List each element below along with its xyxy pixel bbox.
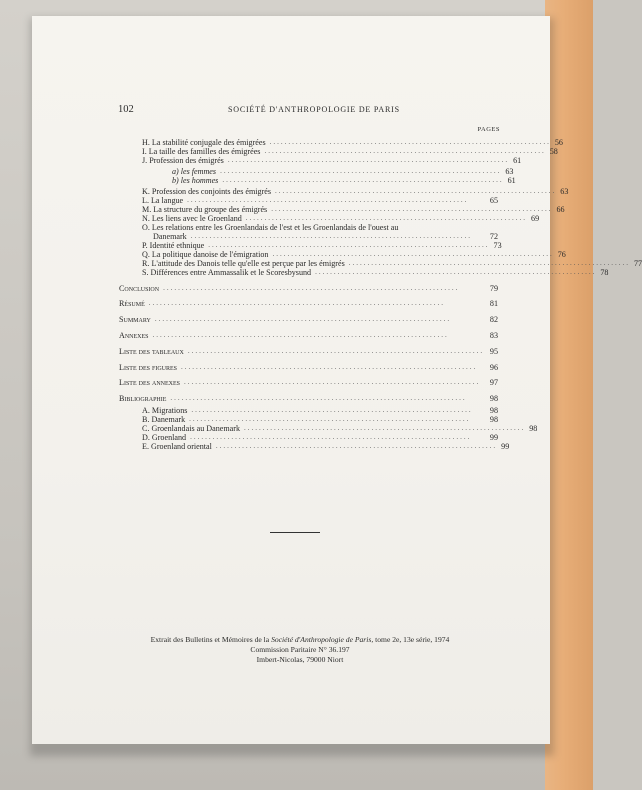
toc-entry-label: O. Les relations entre les Groenlandais de l'est et les Groenlandais de l'ouest au bbox=[142, 223, 399, 232]
toc-entry bbox=[142, 250, 566, 259]
toc-section bbox=[119, 299, 498, 308]
leader-dots: ........................................................................... bbox=[222, 176, 504, 184]
pages-column-label: PAGES bbox=[477, 126, 500, 133]
toc-section bbox=[119, 347, 498, 356]
footer-line-2: Commission Paritaire N° 36.197 bbox=[250, 645, 350, 654]
toc-section-label: Annexes bbox=[119, 331, 149, 340]
toc-entry-page: 65 bbox=[489, 196, 498, 205]
toc-entry bbox=[142, 138, 563, 147]
toc-section bbox=[119, 284, 498, 293]
footer-text: tome 2e, 13e série, 1974 bbox=[375, 635, 450, 644]
toc-section-page: 96 bbox=[489, 363, 498, 372]
toc-entry-page: 63 bbox=[560, 187, 569, 196]
leader-dots: ........................................................................... bbox=[271, 205, 553, 213]
toc-entry-label: M. La structure du groupe des émigrés bbox=[142, 205, 268, 214]
toc-entry bbox=[142, 415, 498, 424]
toc-entry-page: 58 bbox=[549, 147, 558, 156]
toc-entry bbox=[142, 147, 558, 156]
leader-dots: ........................................................................... bbox=[245, 214, 528, 222]
toc-section-page: 95 bbox=[489, 347, 498, 356]
toc-section-page: 82 bbox=[489, 315, 498, 324]
toc-entry-label: J. Profession des émigrés bbox=[142, 156, 224, 165]
footer-text: Extrait des Bulletins et Mémoires de la bbox=[150, 635, 270, 644]
toc-section-label: Conclusion bbox=[119, 284, 160, 293]
toc-entry bbox=[172, 167, 514, 176]
toc-entry-label: K. Profession des conjoints des émigrés bbox=[142, 187, 272, 196]
toc-entry-label: S. Différences entre Ammassalik et le Scoresbysund bbox=[142, 268, 312, 277]
toc-entry-page: 63 bbox=[505, 167, 514, 176]
toc-section-page: 81 bbox=[489, 299, 498, 308]
toc-entry-label: R. L'attitude des Danois telle qu'elle est perçue par les émigrés bbox=[142, 259, 345, 268]
leader-dots: ........................................................................... bbox=[269, 138, 551, 146]
leader-dots: ........................................................................... bbox=[191, 406, 473, 414]
toc-section-label: Bibliographie bbox=[119, 394, 167, 403]
running-header: SOCIÉTÉ D'ANTHROPOLOGIE DE PARIS bbox=[228, 105, 400, 114]
footer-society-name: Société d'Anthropologie de Paris, bbox=[271, 635, 374, 644]
toc-section bbox=[119, 363, 498, 372]
toc-entry-page: 99 bbox=[501, 442, 510, 451]
toc-entry bbox=[153, 232, 498, 241]
toc-entry-page: 66 bbox=[556, 205, 565, 214]
leader-dots: ........................................................................... bbox=[190, 433, 472, 441]
toc-entry-label: H. La stabilité conjugale des émigrées bbox=[142, 138, 266, 147]
toc-entry-label: E. Groenland oriental bbox=[142, 442, 212, 451]
toc-section bbox=[119, 315, 498, 324]
toc-section-label: Summary bbox=[119, 315, 151, 324]
toc-entry-label: I. La taille des familles des émigrées bbox=[142, 147, 261, 156]
leader-dots: ............................................................................... bbox=[148, 299, 445, 307]
toc-entry bbox=[142, 214, 540, 223]
toc-entry-page: 56 bbox=[554, 138, 563, 147]
toc-entry bbox=[142, 406, 498, 415]
toc-entry-page: 98 bbox=[489, 406, 498, 415]
leader-dots: ........................................................................... bbox=[264, 147, 546, 155]
toc-entry-label: Q. La politique danoise de l'émigration bbox=[142, 250, 269, 259]
leader-dots: ............................................................................... bbox=[154, 315, 452, 323]
toc-entry-page: 78 bbox=[600, 268, 609, 277]
toc-entry-label: A. Migrations bbox=[142, 406, 188, 415]
toc-section-page: 98 bbox=[489, 394, 498, 403]
toc-entry-label: B. Danemark bbox=[142, 415, 186, 424]
leader-dots: ............................................................................... bbox=[181, 363, 478, 371]
toc-entry-label: Danemark bbox=[153, 232, 187, 241]
toc-entry bbox=[142, 187, 569, 196]
toc-entry-page: 77 bbox=[633, 259, 642, 268]
toc-section bbox=[119, 378, 498, 387]
leader-dots: ........................................................................... bbox=[220, 167, 502, 175]
leader-dots: ........................................................................... bbox=[315, 268, 597, 276]
toc-entry-label: C. Groenlandais au Danemark bbox=[142, 424, 240, 433]
leader-dots: ............................................................................... bbox=[152, 331, 449, 339]
toc-section bbox=[119, 394, 498, 403]
toc-entry-page: 61 bbox=[513, 156, 522, 165]
toc-section-label: Liste des tableaux bbox=[119, 347, 184, 356]
leader-dots: ........................................................................... bbox=[189, 415, 471, 423]
toc-entry-page: 98 bbox=[529, 424, 538, 433]
page-number: 102 bbox=[118, 104, 134, 115]
toc-section-page: 83 bbox=[489, 331, 498, 340]
toc-entry-label: D. Groenland bbox=[142, 433, 187, 442]
toc-entry bbox=[142, 424, 538, 433]
leader-dots: ............................................................................... bbox=[170, 394, 467, 402]
toc-section-page: 97 bbox=[489, 378, 498, 387]
footer-line-3: Imbert-Nicolas, 79000 Niort bbox=[256, 655, 344, 664]
toc-entry bbox=[142, 259, 642, 268]
leader-dots: ........................................................................... bbox=[272, 250, 554, 258]
toc-entry-page: 76 bbox=[557, 250, 566, 259]
toc-entry-page: 98 bbox=[489, 415, 498, 424]
toc-entry bbox=[142, 156, 522, 165]
toc-entry-label: L. La langue bbox=[142, 196, 184, 205]
toc-entry bbox=[142, 268, 609, 277]
leader-dots: ............................................................................... bbox=[187, 347, 485, 355]
leader-dots: ........................................................................... bbox=[190, 232, 472, 240]
footer-line-1 bbox=[100, 635, 500, 644]
toc-entry bbox=[142, 241, 502, 250]
leader-dots: ............................................................................... bbox=[163, 284, 460, 292]
toc-entry-page: 73 bbox=[493, 241, 502, 250]
leader-dots: ........................................................................... bbox=[275, 187, 557, 195]
toc-section-label: Résumé bbox=[119, 299, 145, 308]
toc-entry-label: P. Identité ethnique bbox=[142, 241, 205, 250]
leader-dots: ........................................................................... bbox=[215, 442, 498, 450]
leader-dots: ........................................................................... bbox=[227, 156, 510, 164]
toc-entry bbox=[142, 196, 498, 205]
toc-entry-label: a) les femmes bbox=[172, 167, 217, 176]
toc-entry-page: 69 bbox=[531, 214, 540, 223]
toc-entry bbox=[142, 205, 565, 214]
toc-entry bbox=[172, 176, 516, 185]
toc-entry-page: 61 bbox=[507, 176, 516, 185]
toc-entry-label: N. Les liens avec le Groenland bbox=[142, 214, 242, 223]
leader-dots: ........................................................................... bbox=[348, 259, 630, 267]
toc-section-label: Liste des annexes bbox=[119, 378, 180, 387]
toc-entry-page: 99 bbox=[489, 433, 498, 442]
toc-section-page: 79 bbox=[489, 284, 498, 293]
toc-entry bbox=[142, 442, 510, 451]
leader-dots: ........................................................................... bbox=[244, 424, 526, 432]
separator-rule bbox=[270, 532, 320, 533]
toc-section bbox=[119, 331, 498, 340]
leader-dots: ........................................................................... bbox=[208, 241, 490, 249]
toc-entry bbox=[142, 433, 498, 442]
leader-dots: ........................................................................... bbox=[187, 196, 469, 204]
toc-section-label: Liste des figures bbox=[119, 363, 177, 372]
leader-dots: ............................................................................... bbox=[184, 378, 481, 386]
toc-entry-label: b) les hommes bbox=[172, 176, 219, 185]
toc-entry-page: 72 bbox=[489, 232, 498, 241]
